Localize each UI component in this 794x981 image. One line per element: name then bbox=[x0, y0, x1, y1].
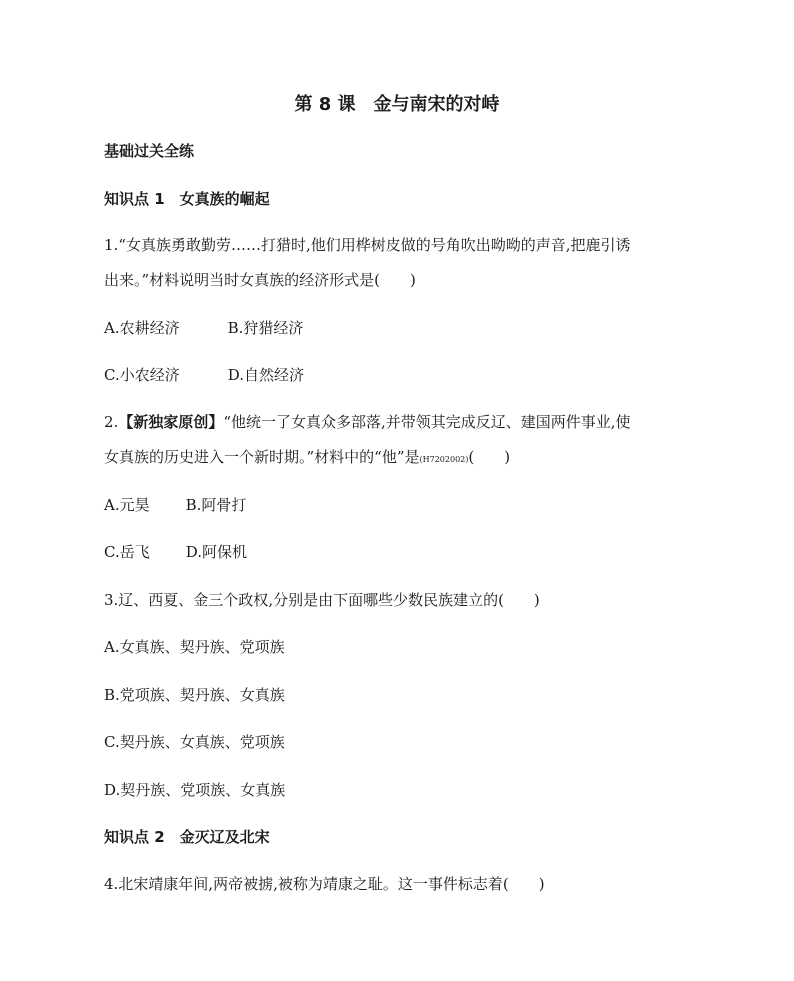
question-2-number: 2. bbox=[104, 413, 119, 431]
question-1-options-ab bbox=[104, 317, 303, 338]
question-2-code: (H7202002) bbox=[419, 455, 469, 464]
question-1-option-b: B.狩猎经济 bbox=[227, 319, 304, 337]
question-2-answer-paren: ( ) bbox=[468, 448, 511, 466]
question-1-line-2: 出来。”材料说明当时女真族的经济形式是( ) bbox=[104, 271, 416, 289]
question-1-option-a: A.农耕经济 bbox=[104, 319, 180, 337]
lesson-title: 第 8 课 金与南宋的对峙 bbox=[294, 94, 500, 115]
question-1-line-1: 1.“女真族勇敢勤劳……打猎时,他们用桦树皮做的号角吹出呦呦的声音,把鹿引诱 bbox=[104, 236, 631, 254]
question-2-line-1-text: “他统一了女真众多部落,并带领其完成反辽、建国两件事业,使 bbox=[223, 413, 631, 431]
question-3-text: 3.辽、西夏、金三个政权,分别是由下面哪些少数民族建立的( ) bbox=[104, 591, 540, 609]
question-2-options-cd bbox=[104, 541, 247, 562]
question-2-line-2 bbox=[104, 446, 510, 467]
question-2-option-b: B.阿骨打 bbox=[185, 496, 247, 514]
question-1-options-cd bbox=[104, 364, 304, 385]
question-3-option-a: A.女真族、契丹族、党项族 bbox=[104, 638, 285, 656]
question-3-option-b: B.党项族、契丹族、女真族 bbox=[104, 686, 285, 704]
question-2-line-2-text: 女真族的历史进入一个新时期。”材料中的“他”是 bbox=[104, 448, 420, 466]
question-2-original-tag: 【新独家原创】 bbox=[118, 413, 224, 431]
question-1-option-d: D.自然经济 bbox=[227, 366, 304, 384]
question-2-options-ab bbox=[104, 494, 246, 515]
question-2-option-d: D.阿保机 bbox=[185, 543, 247, 561]
knowledge-point-1-heading: 知识点 1 女真族的崛起 bbox=[104, 190, 270, 208]
question-3-option-d: D.契丹族、党项族、女真族 bbox=[104, 781, 286, 799]
question-4-text: 4.北宋靖康年间,两帝被掳,被称为靖康之耻。这一事件标志着( ) bbox=[104, 875, 545, 893]
question-2-line-1 bbox=[104, 411, 631, 432]
section-heading: 基础过关全练 bbox=[104, 142, 195, 160]
question-2-option-c: C.岳飞 bbox=[104, 543, 150, 561]
question-3-option-c: C.契丹族、女真族、党项族 bbox=[104, 733, 285, 751]
knowledge-point-2-heading: 知识点 2 金灭辽及北宋 bbox=[104, 828, 270, 846]
question-1-option-c: C.小农经济 bbox=[104, 366, 180, 384]
question-2-option-a: A.元昊 bbox=[104, 496, 150, 514]
